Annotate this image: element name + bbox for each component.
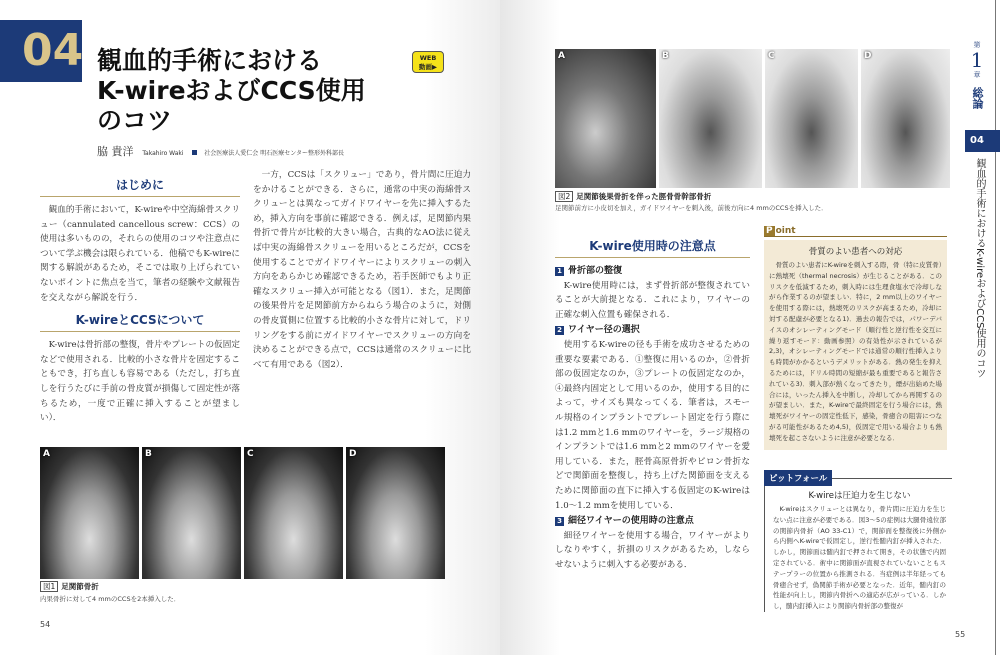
paragraph: 使用するK-wireの径も手術を成功させるための重要な要素である．①整復に用いるのか，②骨折部の仮固定なのか，③プレートの仮固定なのか，④最終内固定として用いるのか，使用する目的によって，サイズも異なってくる．筆者は，スモール規格のインプラントでプレート固定を行う際には1.2 mmと1.6 mmのワイヤーを，ラージ規格のインプラントでは1.6 mmと2 mmのワイヤーを愛用している．また，脛骨高原骨折やピロン骨折などで関節面を整復し，持ち上げた関節面を支えるために関節面の直下に挿入する仮固定のK-wireは1.0～1.2 mmを使用している． bbox=[555, 339, 750, 511]
figure-2-caption: 足関節前方に小皮切を加え，ガイドワイヤーを刺入後，前後方向に4 mmのCCSを挿入した． bbox=[555, 204, 828, 212]
title-line: のコツ bbox=[97, 106, 173, 135]
side-article-title: 観血的手術におけるK-wireおよびCCS使用のコツ bbox=[974, 158, 985, 379]
figure-2 bbox=[555, 49, 950, 188]
square-bullet-icon bbox=[192, 150, 197, 155]
paragraph: 細径ワイヤーを使用する場合，ワイヤーがよりしなりやすく，折損のリスクがあるため，しならせないように刺入する必要がある． bbox=[555, 530, 750, 570]
title-line: K-wireおよびCCS使用 bbox=[97, 76, 366, 105]
panel-label: D bbox=[349, 449, 357, 459]
figure-title: 足関節骨折 bbox=[61, 582, 99, 591]
figure-panel bbox=[346, 447, 445, 579]
subheading-text: 骨折部の整復 bbox=[568, 266, 623, 276]
figure-panel bbox=[555, 49, 656, 188]
pitfall-box bbox=[764, 478, 952, 612]
section-heading: K-wire使用時の注意点 bbox=[555, 237, 750, 258]
author-affiliation: 社会医療法人愛仁会 明石医療センター整形外科部長 bbox=[204, 150, 344, 157]
panel-label: A bbox=[43, 449, 50, 459]
web-badge-text: WEB bbox=[419, 54, 437, 62]
side-part-title: 総論 bbox=[971, 87, 984, 109]
pitfall-title: K-wireは圧迫力を生じない bbox=[808, 491, 911, 501]
page-number-right: 55 bbox=[955, 630, 966, 639]
figure-tag: 図2 bbox=[555, 191, 573, 202]
subheading bbox=[555, 323, 750, 338]
panel-label: C bbox=[247, 449, 254, 459]
point-label-text: oint bbox=[775, 226, 796, 236]
figure-1-title bbox=[40, 581, 99, 592]
section-body bbox=[40, 203, 240, 305]
side-article-number: 04 bbox=[965, 130, 1000, 152]
number-badge: 2 bbox=[555, 326, 564, 335]
section-body bbox=[40, 338, 240, 426]
point-initial: P bbox=[766, 226, 773, 236]
point-title: 骨質のよい患者への対応 bbox=[808, 247, 903, 257]
panel-label: A bbox=[558, 51, 565, 61]
chapter-side-tab[interactable] bbox=[957, 40, 997, 113]
side-dai: 第 bbox=[973, 41, 981, 49]
left-column bbox=[40, 176, 240, 426]
figure-panel bbox=[765, 49, 858, 188]
figure-panel bbox=[40, 447, 139, 579]
paragraph: K-wire使用時には，まず骨折部が整復されていることが大前提となる．これにより，ワイヤーの正確な刺入位置も確保される． bbox=[555, 280, 750, 320]
panel-label: B bbox=[145, 449, 152, 459]
paragraph: K-wireはスクリューとは異なり，骨片間に圧迫力を生じない点に注意が必要である．図3～5の症例は大腿骨遠位部の関節内骨折（AO 33-C1）で，関節面を整復後に外側から内側へK-wireで仮固定し，逆行性髄内釘が挿入された．しかし，関節面は髄内釘で押されて開き，その状態で内固定されている．術中に関節面が直視されていないこともステープラーの位置から推測される．当症例は半年経っても骨癒合せず，偽関節手術が必要となった．近年，髄内釘の性能が向上し，関節内骨折への適応が広がっている．しかし，髄内釘挿入により関節内骨折部の整復が bbox=[773, 505, 946, 611]
side-sho: 章 bbox=[973, 71, 981, 79]
author-line bbox=[97, 143, 350, 159]
section-body bbox=[555, 264, 750, 572]
figure-title: 足関節後果骨折を伴った脛骨骨幹部骨折 bbox=[576, 192, 712, 201]
article-title bbox=[97, 46, 407, 136]
panel-label: C bbox=[768, 51, 775, 61]
section-heading: はじめに bbox=[40, 176, 240, 197]
title-line: 観血的手術における bbox=[97, 46, 323, 75]
figure-tag: 図1 bbox=[40, 581, 58, 592]
section-heading: K-wireとCCSについて bbox=[40, 311, 240, 332]
right-column bbox=[555, 237, 750, 572]
paragraph: 観血的手術において，K-wireや中空海綿骨スクリュー（cannulated cancellous screw：CCS）の使用は多いものの，それらの使用のコツや注意点について学ぶ機会は限られている．他稿でもK-wireに関する解説があるため，そこでは取り上げられていないポイントに焦点を当て，筆者の経験や文献報告を交えながら解説を行う． bbox=[40, 205, 240, 303]
subheading-text: 細径ワイヤーの使用時の注意点 bbox=[568, 516, 694, 527]
page-number-left: 54 bbox=[40, 620, 51, 629]
web-badge-video: 動画▶ bbox=[419, 63, 437, 71]
side-chapter-number: 1 bbox=[970, 48, 984, 72]
figure-1-caption: 内果骨折に対して4 mmのCCSを2本挿入した． bbox=[40, 595, 181, 603]
author-name: 脇 貴洋 bbox=[97, 145, 134, 158]
point-label bbox=[764, 226, 947, 237]
point-box bbox=[764, 240, 947, 450]
number-badge: 3 bbox=[555, 517, 564, 526]
paragraph: K-wireは骨折部の整復，骨片やプレートの仮固定などで使用される．比較的小さな骨片を固定することもでき，打ち直しも容易である（ただし，打ち直しを行うたびに手前の骨皮質が損傷して固定性が落ちるため，一度で正確に挿入することが望ましい）． bbox=[40, 340, 240, 424]
subheading bbox=[555, 264, 750, 279]
subheading bbox=[555, 514, 750, 529]
figure-2-title bbox=[555, 191, 711, 202]
pitfall-label: ピットフォール bbox=[764, 470, 832, 486]
number-badge: 1 bbox=[555, 267, 564, 276]
web-video-badge[interactable] bbox=[412, 51, 444, 73]
panel-label: D bbox=[864, 51, 872, 61]
figure-1 bbox=[40, 447, 445, 579]
point-body bbox=[769, 260, 942, 444]
paragraph: 一方，CCSは「スクリュー」であり，骨片間に圧迫力をかけることができる．さらに，通常の中実の海綿骨スクリューとは異なってガイドワイヤーを先に挿入するため，挿入方向を事前に確認できる．例えば，足関節内果骨折で骨片が比較的大きい場合，古典的なAO法に従えば中実の海綿骨スクリューを用いるところだが，CCSを使用することでガイドワイヤーによりスクリューの刺入方向をあらかじめ確認できるため，若手医師でもより正確なスクリュー挿入が可能となる（図1）．また，足関節の後果骨片を足関節前方からねらう場合のように，対側の骨皮質側に位置する比較的小さな骨片に対して，ドリリングをする前にガイドワイヤーでスクリューの方向を決めることができる点で，CCSは通常のスクリューに比べて有用である（図2）． bbox=[253, 170, 471, 370]
paragraph: 骨質のよい患者にK-wireを刺入する際，骨（特に皮質骨）に熱壊死（thermal necrosis）が生じることがある．このリスクを低減するため，刺入時には生理食塩水で冷却しながら作業するのが望ましい．特に，2 mm以上のワイヤーを使用する際には，熱壊死のリスクが高まるため，冷却に対する配慮が必要となる1)．過去の報告では，パワーデバイスのオシレーティングモード（順行性と逆行性を交互に繰り返すモード：動画参照）の有効性が示されているが2,3)，オシレーティングモードでは通常の順行性挿入よりも時間がかかるというデメリットがある．熱の発生を抑えるためには，ドリル時間の短縮が最も重要であると報告されている3)．刺入部が熱くなってきたり，煙が出始めた場合には，いったん挿入を中断し，冷却してから再開するのが望ましい．また，K-wireで最終固定を行う場合には，熱壊死がワイヤーの固定性低下，感染，骨癒合の阻害につながる可能性があるため4,5)，仮固定で用いる場合よりも熱壊死を起こさないように注意が必要となる． bbox=[769, 261, 942, 442]
figure-panel bbox=[142, 447, 241, 579]
middle-column bbox=[253, 168, 471, 372]
chapter-number-block: 04 bbox=[0, 20, 82, 82]
panel-label: B bbox=[662, 51, 669, 61]
figure-panel bbox=[861, 49, 950, 188]
figure-panel bbox=[244, 447, 343, 579]
subheading-text: ワイヤー径の選択 bbox=[568, 325, 640, 336]
author-romaji: Takahiro Waki bbox=[142, 150, 184, 157]
pitfall-body bbox=[773, 504, 946, 612]
figure-panel bbox=[659, 49, 762, 188]
